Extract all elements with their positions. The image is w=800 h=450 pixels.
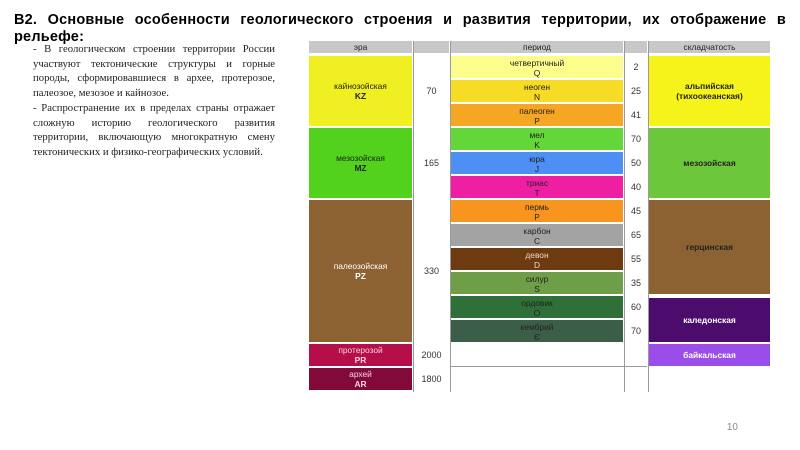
folding-3 — [649, 298, 770, 342]
folding-1 — [649, 128, 770, 198]
period-1-text-0: неоген — [523, 81, 551, 92]
folding-4-text-0: байкальская — [683, 350, 736, 360]
period-duration-2-text-0: 41 — [630, 110, 641, 120]
header-era-text-0: эра — [353, 42, 368, 52]
slide-title: В2. Основные особенности геологического строения и развития территории, их отображение в рельефе: — [14, 12, 786, 45]
era-3-text-1: PR — [354, 355, 367, 365]
period-2-text-0: палеоген — [519, 105, 555, 116]
period-duration-11-text-0: 70 — [630, 326, 641, 336]
era-4-text-1: AR — [354, 379, 367, 389]
period-duration-5-text-0: 40 — [630, 182, 641, 192]
era-duration-3 — [414, 344, 449, 366]
era-duration-0 — [414, 56, 449, 126]
period-7-text-1: C — [533, 235, 541, 246]
period-0-text-0: четвертичный — [509, 57, 565, 68]
era-duration-3-text-0: 2000 — [421, 350, 442, 360]
header-period-num — [625, 41, 647, 53]
period-6 — [451, 200, 623, 222]
era-duration-0-text-0: 70 — [426, 86, 437, 96]
period-1 — [451, 80, 623, 102]
era-0-text-0: кайнозойская — [334, 81, 387, 91]
body-text — [33, 42, 275, 160]
period-8-text-1: D — [533, 259, 541, 270]
era-duration-2-text-0: 330 — [423, 266, 440, 276]
grid-vline-0 — [413, 41, 414, 392]
period-6-text-0: пермь — [525, 201, 549, 212]
folding-2-text-0: герцинская — [685, 242, 733, 252]
period-10-text-1: O — [533, 307, 541, 318]
period-duration-7-text-0: 65 — [630, 230, 641, 240]
period-duration-8 — [625, 248, 647, 270]
period-duration-8-text-0: 55 — [630, 254, 641, 264]
folding-0-text-0: альпийская — [685, 81, 734, 91]
period-duration-2 — [625, 104, 647, 126]
grid-hline — [451, 366, 647, 367]
era-2 — [309, 200, 412, 342]
era-4-text-0: архей — [349, 369, 372, 379]
era-duration-4 — [414, 368, 449, 390]
period-8-text-0: девон — [525, 249, 549, 260]
header-folding — [649, 41, 770, 53]
folding-0-text-1: (тихоокеанская) — [676, 91, 743, 101]
period-duration-4-text-0: 50 — [630, 158, 641, 168]
period-0 — [451, 56, 623, 78]
period-2 — [451, 104, 623, 126]
period-duration-3-text-0: 70 — [630, 134, 641, 144]
period-11 — [451, 320, 623, 342]
period-duration-0-text-0: 2 — [633, 62, 639, 72]
period-10 — [451, 296, 623, 318]
period-9-text-0: силур — [525, 273, 549, 284]
period-3 — [451, 128, 623, 150]
period-duration-4 — [625, 152, 647, 174]
period-0-text-1: Q — [533, 67, 541, 78]
page-number: 10 — [726, 422, 738, 433]
folding-0 — [649, 56, 770, 126]
era-duration-2 — [414, 200, 449, 342]
grid-vline-3 — [648, 41, 649, 392]
period-duration-1 — [625, 80, 647, 102]
period-3-text-0: мел — [529, 129, 545, 140]
period-duration-5 — [625, 176, 647, 198]
geochronology-table — [309, 41, 770, 392]
period-11-text-1: Є — [533, 331, 541, 342]
period-duration-7 — [625, 224, 647, 246]
period-11-text-0: кембрий — [520, 321, 554, 332]
era-2-text-0: палеозойская — [333, 261, 388, 271]
header-era — [309, 41, 412, 53]
folding-2 — [649, 200, 770, 294]
era-2-text-1: PZ — [355, 271, 366, 281]
period-duration-1-text-0: 25 — [630, 86, 641, 96]
era-1-text-0: мезозойская — [336, 153, 385, 163]
period-duration-6-text-0: 45 — [630, 206, 641, 216]
period-4-text-0: юра — [529, 153, 545, 164]
era-3-text-0: протерозой — [338, 345, 383, 355]
era-1-text-1: MZ — [354, 163, 367, 173]
period-4 — [451, 152, 623, 174]
period-9-text-1: S — [534, 283, 540, 294]
period-duration-10 — [625, 296, 647, 318]
period-5-text-0: триас — [525, 177, 549, 188]
era-duration-1 — [414, 128, 449, 198]
period-duration-6 — [625, 200, 647, 222]
header-period — [451, 41, 623, 53]
era-3 — [309, 344, 412, 366]
period-3-text-1: K — [534, 139, 540, 150]
era-0-text-1: KZ — [354, 91, 367, 101]
period-duration-0 — [625, 56, 647, 78]
era-4 — [309, 368, 412, 390]
period-duration-3 — [625, 128, 647, 150]
folding-1-text-0: мезозойская — [683, 158, 736, 168]
header-period-text-0: период — [523, 42, 551, 52]
period-4-text-1: J — [534, 163, 540, 174]
grid-vline-2 — [624, 41, 625, 392]
era-1 — [309, 128, 412, 198]
period-5 — [451, 176, 623, 198]
period-6-text-1: P — [534, 211, 540, 222]
paragraph-2: - Распространение их в пределах страны отражает сложную историю геологического развития территории, включающую многократную смену тектонических и физико-географических условий. — [33, 101, 275, 158]
era-duration-1-text-0: 165 — [423, 158, 440, 168]
period-10-text-0: ордовик — [521, 297, 553, 308]
period-duration-11 — [625, 320, 647, 342]
era-duration-4-text-0: 1800 — [421, 374, 442, 384]
header-era-num — [414, 41, 449, 53]
period-5-text-1: T — [534, 187, 540, 198]
period-7 — [451, 224, 623, 246]
era-0 — [309, 56, 412, 126]
paragraph-1: - В геологическом строении территории России участвуют тектонические структуры и горные породы, сформировавшиеся в архее, протерозое, палеозое, мезозое и кайнозое. — [33, 43, 275, 100]
grid-vline-1 — [450, 41, 451, 392]
period-duration-9-text-0: 35 — [630, 278, 641, 288]
period-1-text-1: N — [533, 91, 541, 102]
period-8 — [451, 248, 623, 270]
period-9 — [451, 272, 623, 294]
period-2-text-1: P — [534, 115, 540, 126]
period-duration-10-text-0: 60 — [630, 302, 641, 312]
period-7-text-0: карбон — [523, 225, 551, 236]
folding-4 — [649, 344, 770, 366]
period-duration-9 — [625, 272, 647, 294]
header-folding-text-0: складчатость — [683, 42, 736, 52]
folding-3-text-0: каледонская — [683, 315, 736, 325]
